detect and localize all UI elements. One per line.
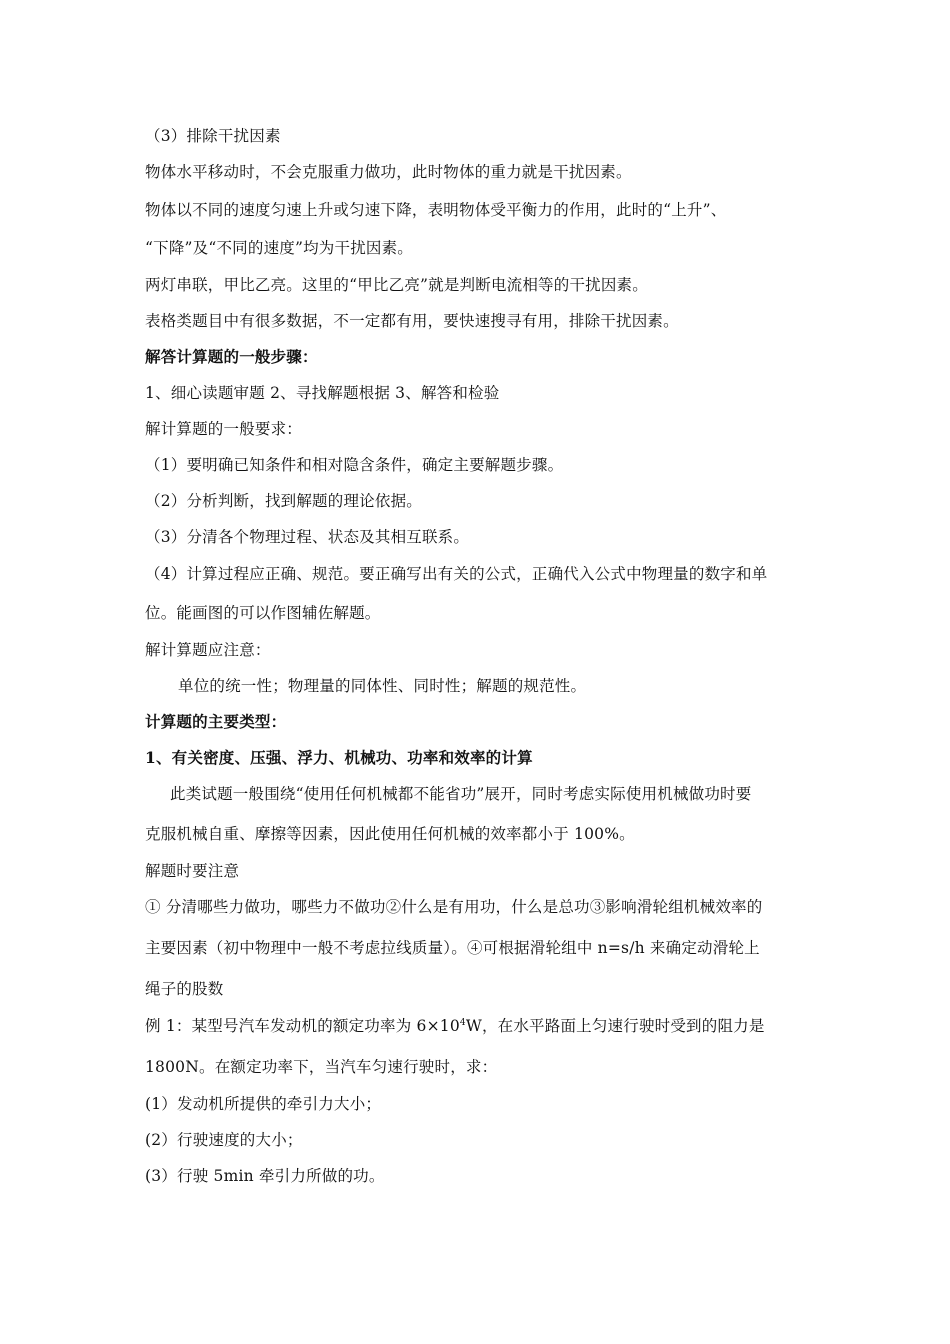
- attention-heading: 解题时要注意: [145, 862, 240, 880]
- requirement-4-line2: 位。能画图的可以作图辅佐解题。: [145, 604, 381, 622]
- example1-line2: 1800N。在额定功率下，当汽车匀速行驶时，求：: [145, 1058, 498, 1076]
- types-heading: 计算题的主要类型：: [145, 712, 287, 731]
- section3-heading: （3）排除干扰因素: [145, 127, 281, 145]
- notes-line: 单位的统一性；物理量的同体性、同时性；解题的规范性。: [178, 677, 587, 695]
- paragraph-gravity: 物体水平移动时，不会克服重力做功，此时物体的重力就是干扰因素。: [145, 163, 632, 181]
- attention-line3: 绳子的股数: [145, 980, 224, 998]
- paragraph-balance-line2: “下降”及“不同的速度”均为干扰因素。: [145, 239, 413, 257]
- type1-paragraph-line2: 克服机械自重、摩擦等因素，因此使用任何机械的效率都小于 100%。: [145, 825, 635, 843]
- steps-heading: 解答计算题的一般步骤：: [145, 347, 318, 366]
- attention-line2: 主要因素（初中物理中一般不考虑拉线质量）。④可根据滑轮组中 n=s/h 来确定动滑轮上: [145, 939, 760, 957]
- paragraph-tables: 表格类题目中有很多数据，不一定都有用，要快速搜寻有用，排除干扰因素。: [145, 312, 679, 330]
- example1-exponent: 4: [459, 1017, 466, 1028]
- requirements-heading: 解计算题的一般要求：: [145, 420, 303, 438]
- example1-question-1: (1）发动机所提供的牵引力大小；: [145, 1095, 382, 1113]
- paragraph-lamps: 两灯串联，甲比乙亮。这里的“甲比乙亮”就是判断电流相等的干扰因素。: [145, 276, 648, 294]
- requirement-3: （3）分清各个物理过程、状态及其相互联系。: [145, 528, 470, 546]
- attention-line1: ① 分清哪些力做功，哪些力不做功②什么是有用功，什么是总功③影响滑轮组机械效率的: [145, 898, 763, 916]
- example1-question-2: (2）行驶速度的大小；: [145, 1131, 303, 1149]
- example1-text-b: W，在水平路面上匀速行驶时受到的阻力是: [465, 1017, 765, 1035]
- requirement-2: （2）分析判断，找到解题的理论依据。: [145, 492, 422, 510]
- paragraph-balance-line1: 物体以不同的速度匀速上升或匀速下降，表明物体受平衡力的作用，此时的“上升”、: [145, 201, 727, 219]
- example1-text-a: 例 1：某型号汽车发动机的额定功率为 6×10: [145, 1017, 460, 1035]
- requirement-4-line1: （4）计算过程应正确、规范。要正确写出有关的公式，正确代入公式中物理量的数字和单: [145, 565, 768, 583]
- steps-line: 1、细心读题审题 2、寻找解题根据 3、解答和检验: [145, 384, 500, 402]
- example1-line1: [145, 1016, 765, 1036]
- example1-question-3: (3）行驶 5min 牵引力所做的功。: [145, 1167, 385, 1185]
- type1-heading: 1、有关密度、压强、浮力、机械功、功率和效率的计算: [145, 748, 533, 767]
- requirement-1: （1）要明确已知条件和相对隐含条件，确定主要解题步骤。: [145, 456, 564, 474]
- notes-heading: 解计算题应注意：: [145, 641, 271, 659]
- type1-paragraph-line1: 此类试题一般围绕“使用任何机械都不能省功”展开，同时考虑实际使用机械做功时要: [170, 785, 752, 803]
